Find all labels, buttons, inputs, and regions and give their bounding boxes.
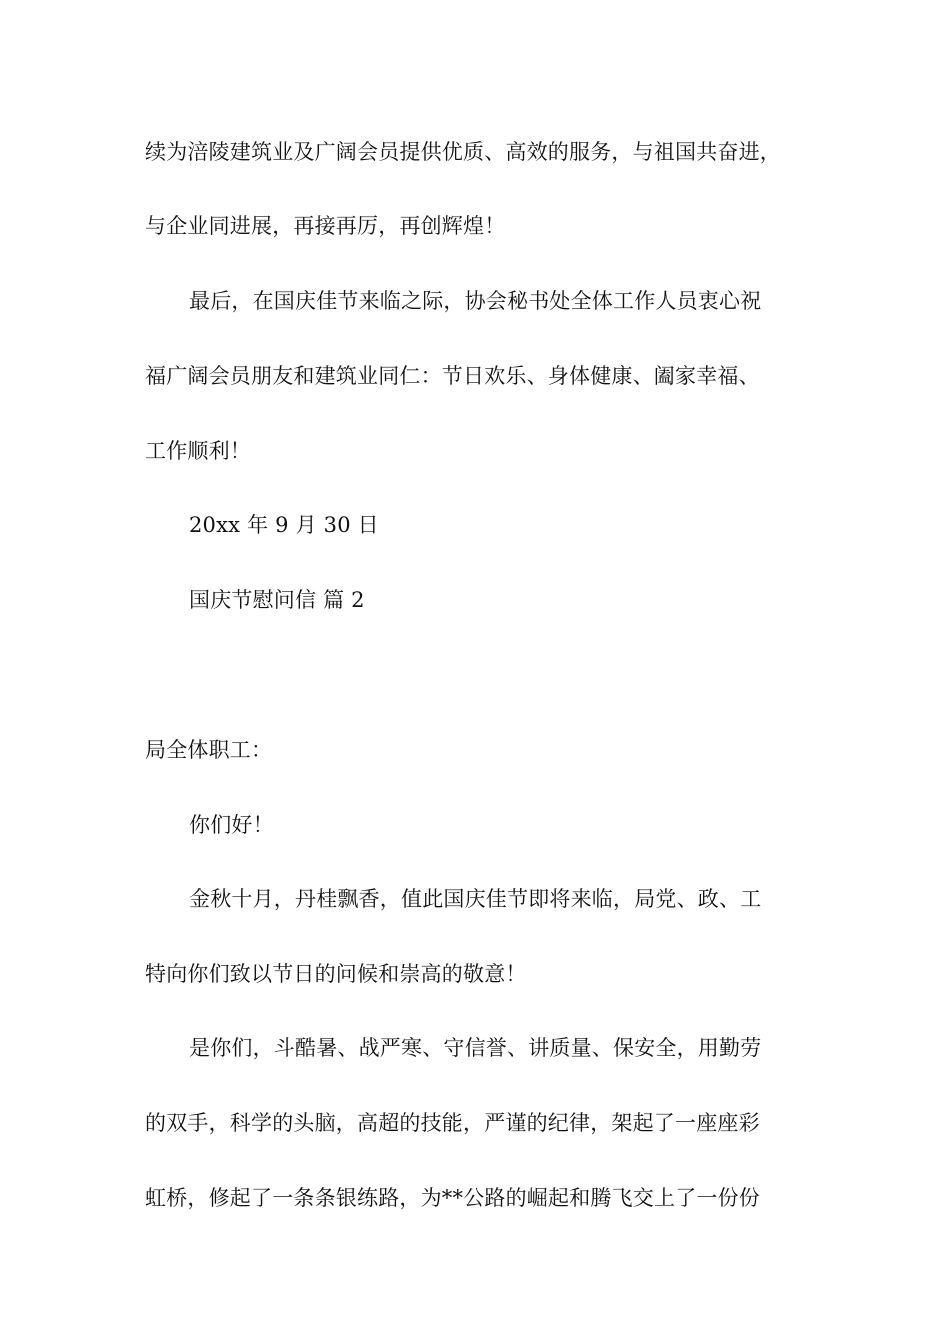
greeting: 你们好！ — [189, 813, 274, 837]
paragraph-line: 特向你们致以节日的问候和崇高的敬意！ — [145, 962, 527, 986]
paragraph-line: 是你们，斗酷暑、战严寒、守信誉、讲质量、保安全，用勤劳 — [189, 1036, 762, 1060]
paragraph-line: 虹桥，修起了一条条银练路，为**公路的崛起和腾飞交上了一份份 — [145, 1186, 760, 1210]
paragraph-line: 最后，在国庆佳节来临之际，协会秘书处全体工作人员衷心祝 — [189, 289, 762, 313]
paragraph-line: 工作顺利！ — [145, 439, 251, 463]
paragraph-line: 与企业同进展，再接再厉，再创辉煌！ — [145, 214, 506, 238]
paragraph-line: 的双手，科学的头脑，高超的技能，严谨的纪律，架起了一座座彩 — [145, 1111, 760, 1135]
section-heading: 国庆节慰问信 篇 2 — [189, 588, 365, 612]
paragraph-line: 金秋十月，丹桂飘香，值此国庆佳节即将来临，局党、政、工 — [189, 887, 762, 911]
paragraph-line: 续为涪陵建筑业及广阔会员提供优质、高效的服务，与祖国共奋进， — [145, 140, 781, 164]
salutation: 局全体职工： — [145, 738, 273, 762]
date-line: 20xx 年 9 月 30 日 — [189, 513, 379, 537]
paragraph-line: 福广阔会员朋友和建筑业同仁：节日欢乐、身体健康、阖家幸福、 — [145, 364, 760, 388]
